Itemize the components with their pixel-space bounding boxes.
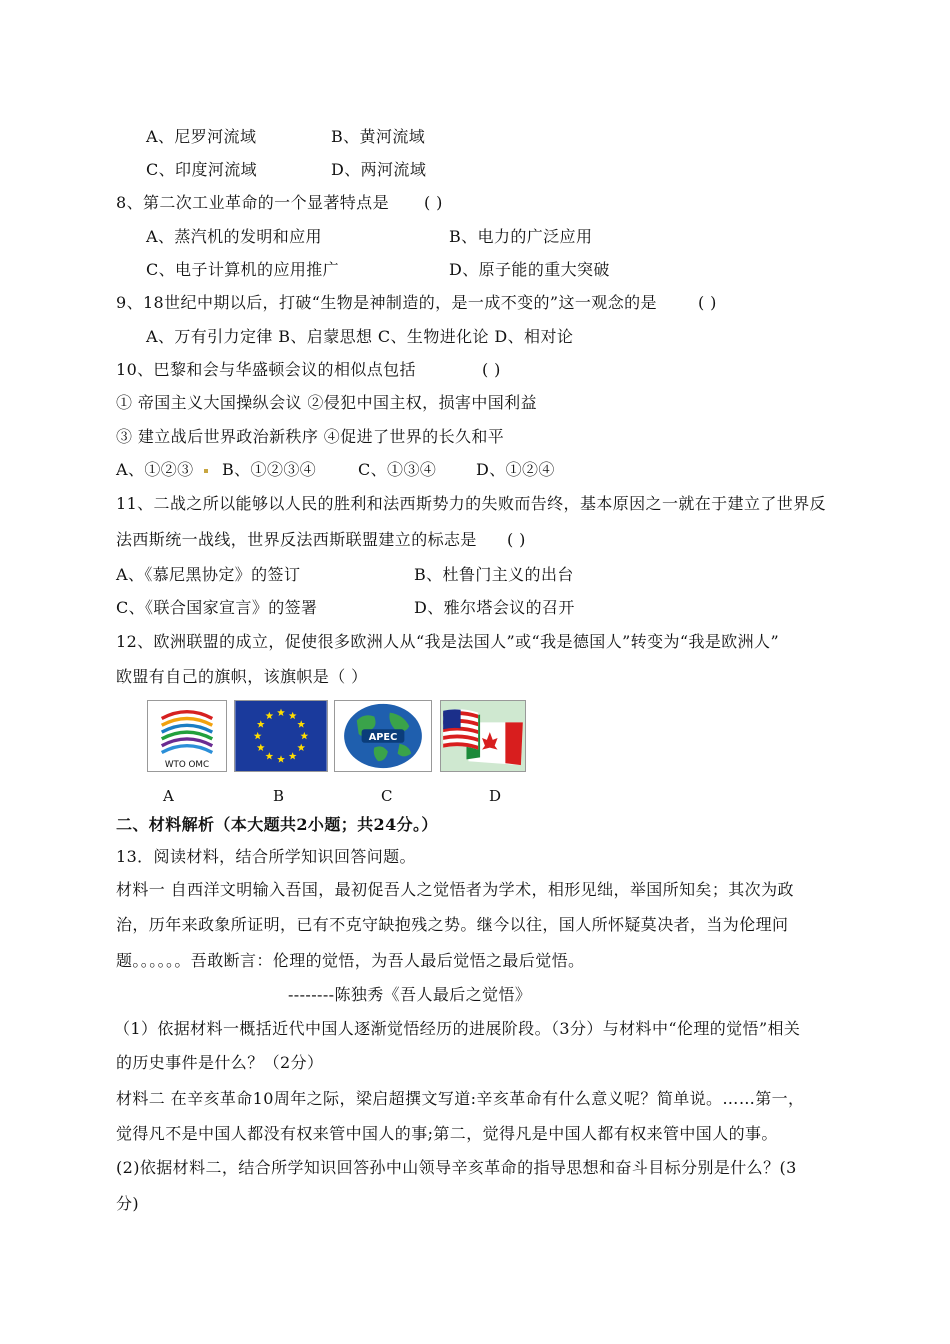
q11-answer-paren: ( ) <box>507 530 526 549</box>
q7-option-c: C、印度河流域 <box>146 160 258 179</box>
q13-sub-1-line-1: （1）依据材料一概括近代中国人逐渐觉悟经历的进展阶段。（3分）与材料中“伦理的觉悟”相关 <box>114 1019 801 1038</box>
nafta-flags-icon <box>441 701 525 771</box>
q13-sub-1-line-2: 的历史事件是什么？（2分） <box>116 1053 324 1072</box>
flag-label-d: D <box>489 787 502 805</box>
q11-stem-line-2: 法西斯统一战线，世界反法西斯联盟建立的标志是 <box>116 530 477 549</box>
q10-option-b: B、①②③④ <box>222 460 317 479</box>
q12-stem-line-1: 12、欧洲联盟的成立，促使很多欧洲人从“我是法国人”或“我是德国人”转变为“我是欧洲人” <box>116 632 780 651</box>
q11-option-a: A、《慕尼黑协定》的签订 <box>116 565 301 584</box>
q11-stem-line-1: 11、二战之所以能够以人民的胜利和法西斯势力的失败而告终，基本原因之一就在于建立了世界反 <box>116 494 826 513</box>
q12-stem-line-2: 欧盟有自己的旗帜，该旗帜是（ ） <box>116 667 368 686</box>
q10-items-line-1: ① 帝国主义大国操纵会议 ②侵犯中国主权，损害中国利益 <box>116 393 537 412</box>
q13-sub-2-line-2: 分) <box>116 1194 140 1213</box>
wto-logo-icon <box>148 701 226 771</box>
wto-logo-text: WTO OMC <box>164 760 210 771</box>
eu-flag-image <box>234 700 328 772</box>
q11-option-c: C、《联合国家宣言》的签署 <box>116 598 318 617</box>
q13-stem: 13．阅读材料，结合所学知识回答问题。 <box>116 847 416 866</box>
q7-option-b: B、黄河流域 <box>331 127 426 146</box>
material-1-line-2: 治，历年来政象所证明，已有不克守缺抱残之势。继今以往，国人所怀疑莫决者，当为伦理问 <box>116 915 789 934</box>
q9-answer-paren: ( ) <box>698 293 717 312</box>
eu-flag-icon <box>235 701 327 771</box>
q10-items-line-2: ③ 建立战后世界政治新秩序 ④促进了世界的长久和平 <box>116 427 505 446</box>
q7-option-a: A、尼罗河流域 <box>146 127 257 146</box>
q10-stem: 10、巴黎和会与华盛顿会议的相似点包括 <box>116 360 416 379</box>
q9-options: A、万有引力定律 B、启蒙思想 C、生物进化论 D、相对论 <box>146 327 574 346</box>
q8-option-b: B、电力的广泛应用 <box>449 227 593 246</box>
section-2-title: 二、材料解析（本大题共2小题；共24分。） <box>116 815 438 834</box>
nafta-flags-image <box>440 700 526 772</box>
q7-option-d: D、两河流域 <box>331 160 427 179</box>
material-1-line-1: 材料一 自西洋文明输入吾国，最初促吾人之觉悟者为学术，相形见绌，举国所知矣；其次为政 <box>116 880 794 899</box>
flag-label-b: B <box>273 787 285 805</box>
q11-option-d: D、雅尔塔会议的召开 <box>414 598 575 617</box>
q10-option-a: A、①②③ <box>116 460 194 479</box>
q13-sub-2-line-1: (2)依据材料二，结合所学知识回答孙中山领导辛亥革命的指导思想和奋斗目标分别是什么？(3 <box>116 1158 797 1177</box>
q11-option-b: B、杜鲁门主义的出台 <box>414 565 574 584</box>
q9-stem: 9、18世纪中期以后，打破“生物是神制造的，是一成不变的”这一观念的是 <box>116 293 657 312</box>
q8-option-a: A、蒸汽机的发明和应用 <box>146 227 322 246</box>
material-1-line-3: 题。。。。。。吾敢断言：伦理的觉悟，为吾人最后觉悟之最后觉悟。 <box>116 951 585 970</box>
stray-dot <box>198 460 214 480</box>
flag-label-a: A <box>163 787 174 805</box>
q8-stem: 8、第二次工业革命的一个显著特点是 <box>116 193 389 212</box>
q8-option-d: D、原子能的重大突破 <box>449 260 610 279</box>
q10-option-d: D、①②④ <box>476 460 555 479</box>
material-2-line-1: 材料二 在辛亥革命10周年之际，梁启超撰文写道:辛亥革命有什么意义呢？简单说。……第一， <box>116 1089 805 1108</box>
q10-answer-paren: ( ) <box>482 360 501 379</box>
apec-logo-text: APEC <box>368 731 398 743</box>
flag-label-c: C <box>381 787 393 805</box>
wto-logo-image <box>147 700 227 772</box>
q8-answer-paren: ( ) <box>424 193 443 212</box>
q8-option-c: C、电子计算机的应用推广 <box>146 260 340 279</box>
apec-logo-image <box>334 700 432 772</box>
material-1-source: --------陈独秀《吾人最后之觉悟》 <box>288 985 532 1004</box>
q10-option-c: C、①③④ <box>358 460 437 479</box>
apec-logo-icon <box>335 701 431 771</box>
material-2-line-2: 觉得凡不是中国人都没有权来管中国人的事;第二，觉得凡是中国人都有权来管中国人的事。 <box>116 1124 778 1143</box>
